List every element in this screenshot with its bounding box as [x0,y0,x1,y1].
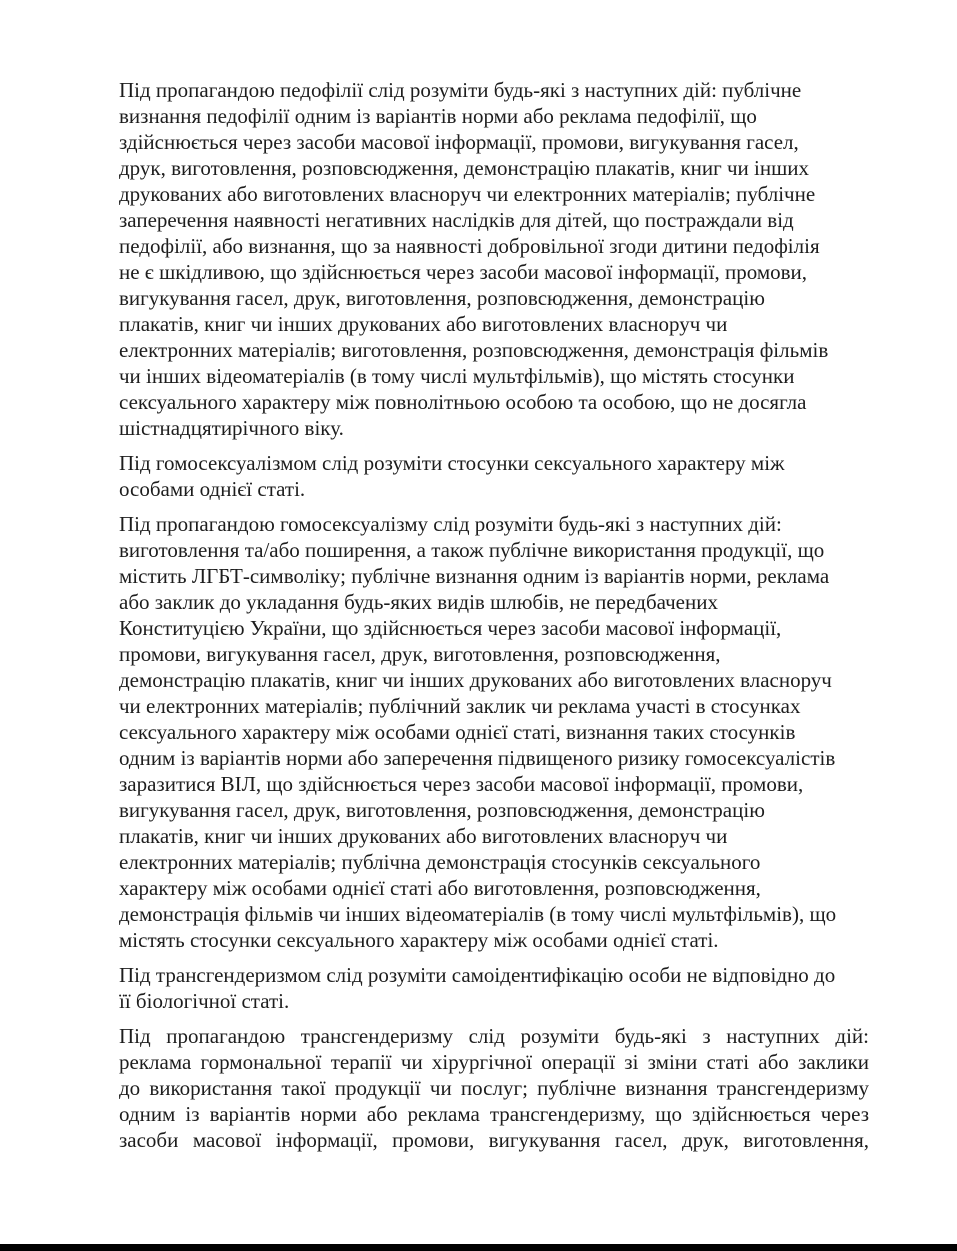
text-line: не є шкідливою, що здійснюється через засоби масової інформації, промови, [119,260,808,284]
text-line: педофілії, або визнання, що за наявності добровільної згоди дитини педофілія [119,234,820,258]
text-line: Під трансгендеризмом слід розуміти самоідентифікацію особи не відповідно до [119,963,836,987]
text-line: до використання такої продукції чи послуг; публічне визнання трансгендеризму [119,1076,869,1100]
text-line: промови, вигукування гасел, друк, виготовлення, розповсюдження, [119,642,721,666]
text-line: засоби масової інформації, промови, вигукування гасел, друк, виготовлення, [119,1128,869,1152]
text-line: Під пропагандою педофілії слід розуміти будь-які з наступних дій: публічне [119,78,802,102]
text-line: плакатів, книг чи інших друкованих або виготовлених власноруч чи [119,824,728,848]
text-line: містить ЛГБТ-символіку; публічне визнання одним із варіантів норми, реклама [119,564,830,588]
text-line: друкованих або виготовлених власноруч чи електронних матеріалів; публічне [119,182,816,206]
text-line: одним із варіантів норми або реклама трансгендеризму, що здійснюється через [119,1102,869,1126]
text-line: одним із варіантів норми або заперечення підвищеного ризику гомосексуалістів [119,746,836,770]
text-line: вигукування гасел, друк, виготовлення, розповсюдження, демонстрацію [119,286,765,310]
text-line: Під гомосексуалізмом слід розуміти стосунки сексуального характеру між [119,451,785,475]
text-line: плакатів, книг чи інших друкованих або виготовлених власноруч чи [119,312,728,336]
text-line: заразитися ВІЛ, що здійснюється через засоби масової інформації, промови, [119,772,804,796]
paragraph-transgenderism-definition [119,962,869,1014]
text-line: визнання педофілії одним із варіантів норми або реклама педофілії, що [119,104,757,128]
paragraph-homosexuality-propaganda-definition [119,511,869,953]
text-line: демонстрацію плакатів, книг чи інших друкованих або виготовлених власноруч [119,668,832,692]
text-line: електронних матеріалів; виготовлення, розповсюдження, демонстрація фільмів [119,338,829,362]
text-line: сексуального характеру між повнолітньою особою та особою, що не досягла [119,390,807,414]
paragraph-transgenderism-propaganda-definition [119,1023,869,1153]
text-line: електронних матеріалів; публічна демонстрація стосунків сексуального [119,850,761,874]
text-line: демонстрація фільмів чи інших відеоматеріалів (в тому числі мультфільмів), що [119,902,837,926]
text-line: або заклик до укладання будь-яких видів шлюбів, не передбачених [119,590,718,614]
text-line: її біологічної статі. [119,989,290,1013]
bottom-black-bar [0,1244,957,1251]
text-line: характеру між особами однієї статі або виготовлення, розповсюдження, [119,876,761,900]
text-line: виготовлення та/або поширення, а також публічне використання продукції, що [119,538,825,562]
text-line: реклама гормональної терапії чи хірургічної операції зі зміни статі або заклики [119,1050,869,1074]
document-text-block [119,77,869,1162]
text-line: вигукування гасел, друк, виготовлення, розповсюдження, демонстрацію [119,798,765,822]
text-line: містять стосунки сексуального характеру між особами однієї статі. [119,928,719,952]
paragraph-homosexuality-definition [119,450,869,502]
text-line: Конституцією України, що здійснюється через засоби масової інформації, [119,616,782,640]
paragraph-pedophilia-propaganda-definition [119,77,869,441]
text-line: здійснюється через засоби масової інформації, промови, вигукування гасел, [119,130,799,154]
text-line: друк, виготовлення, розповсюдження, демонстрацію плакатів, книг чи інших [119,156,810,180]
text-line: чи інших відеоматеріалів (в тому числі мультфільмів), що містять стосунки [119,364,795,388]
text-line: Під пропагандою трансгендеризму слід розуміти будь-які з наступних дій: [119,1024,869,1048]
text-line: сексуального характеру між особами однієї статі, визнання таких стосунків [119,720,796,744]
text-line: шістнадцятирічного віку. [119,416,344,440]
text-line: заперечення наявності негативних наслідків для дітей, що постраждали від [119,208,794,232]
text-line: чи електронних матеріалів; публічний заклик чи реклама участі в стосунках [119,694,801,718]
text-line: особами однієї статі. [119,477,306,501]
text-line: Під пропагандою гомосексуалізму слід розуміти будь-які з наступних дій: [119,512,782,536]
